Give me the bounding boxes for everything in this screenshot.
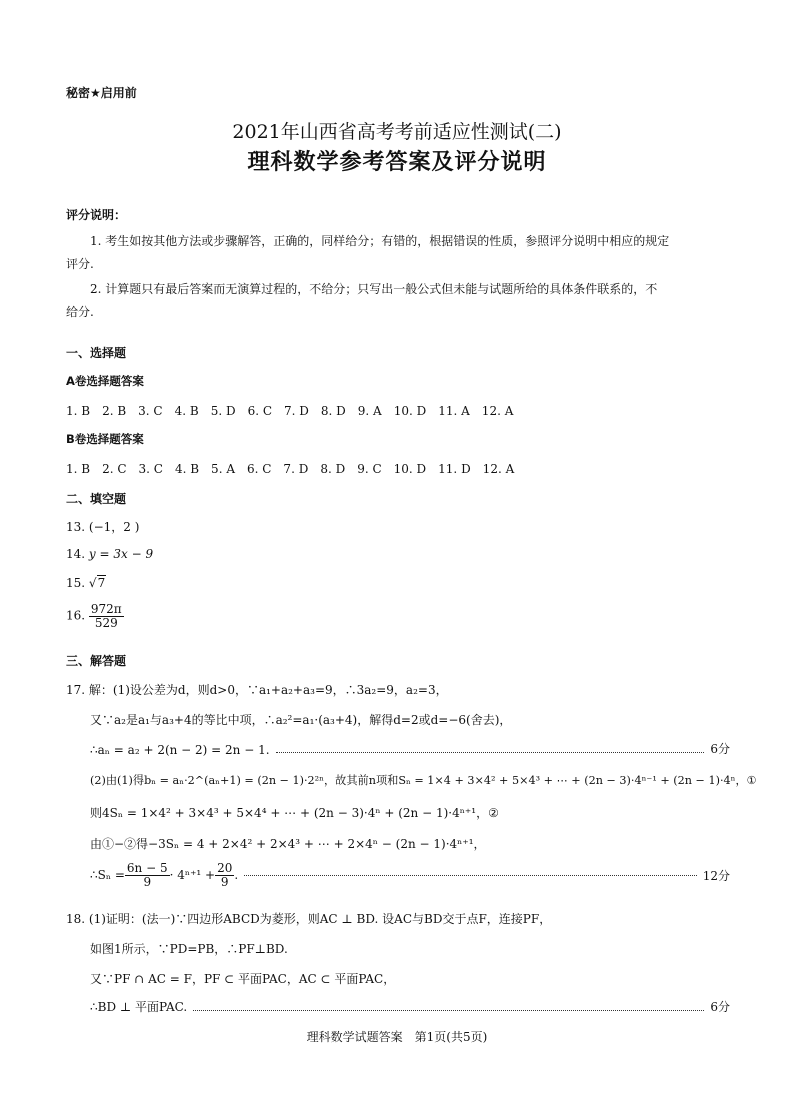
q17-line-7 [90,862,730,888]
q17-score-2: 12分 [702,868,730,883]
answer-15-sqrt: √7 [88,576,106,590]
q18-line-2: 如图1所示，∵PD=PB，∴PF⊥BD. [90,942,288,956]
q18-line-4-text: ∴BD ⊥ 平面PAC. [90,1000,188,1014]
answer-14 [66,547,153,561]
q17-line-2: 又∵a₂是a₁与a₃+4的等比中项，∴a₂²=a₁·(a₃+4)，解得d=2或d=−6(舍去)， [90,713,512,727]
paper-b-heading: B卷选择题答案 [66,432,144,446]
page-footer: 理科数学试题答案 第1页(共5页) [306,1030,488,1044]
q17-fraction-1-numerator: 6n − 5 [126,861,168,875]
grading-note-1: 1. 考生如按其他方法或步骤解答，正确的，同样给分；有错的，根据错误的性质，参照评分说明中相应的规定 [90,234,670,248]
answer-16-number: 16. [66,608,89,623]
grading-heading: 评分说明： [66,208,127,222]
q18-line-4 [90,998,730,1015]
q17-line-7-middle: · 4ⁿ⁺¹ + [169,868,216,883]
q17-line-7-end: . [234,868,239,883]
answer-15-radicand: 7 [97,576,106,590]
dotted-leader [276,752,705,753]
q18-line-3: 又∵PF ∩ AC = F，PF ⊂ 平面PAC，AC ⊂ 平面PAC， [90,972,396,986]
q17-line-7-prefix: ∴Sₙ = [90,868,125,883]
answer-13: 13. (−1，2 ) [66,520,140,534]
answer-15-number: 15. [66,576,89,590]
q17-score-1: 6分 [710,742,730,756]
q17-fraction-2-denominator: 9 [220,874,229,889]
paper-b-answers: 1. B 2. C 3. C 4. B 5. A 6. C 7. D 8. D 9. C 10. D 11. D 12. A [66,462,515,476]
q17-line-5: 则4Sₙ = 1×4² + 3×4³ + 5×4⁴ + ⋯ + (2n − 3)·4ⁿ + (2n − 1)·4ⁿ⁺¹，② [90,806,499,820]
q18-score-1: 6分 [710,1000,730,1014]
dotted-leader [244,875,697,876]
paper-a-heading: A卷选择题答案 [66,374,144,388]
q17-fraction-2 [215,862,234,888]
document-title: 理科数学参考答案及评分说明 [247,150,547,175]
section-choice-heading: 一、选择题 [66,346,127,360]
answer-15 [66,575,106,590]
answer-14-value: y = 3x − 9 [88,547,154,561]
answer-16 [66,603,124,629]
answer-16-numerator: 972π [90,602,122,616]
q17-line-1: 17. 解：(1)设公差为d，则d>0，∵a₁+a₂+a₃=9，∴3a₂=9，a₂=3， [66,683,448,697]
q17-fraction-2-numerator: 20 [217,861,233,875]
answer-16-fraction [89,603,124,629]
q17-line-4: (2)由(1)得bₙ = aₙ·2^(aₙ+1) = (2n − 1)·2²ⁿ，故其前n项和Sₙ = 1×4 + 3×4² + 5×4³ + ⋯ + (2n − 3)·4ⁿ⁻¹ + (2n − 1)·4ⁿ，① [90,774,757,787]
answer-16-denominator: 529 [94,615,118,630]
answer-14-number: 14. [66,547,89,561]
paper-a-answers: 1. B 2. B 3. C 4. B 5. D 6. C 7. D 8. D 9. A 10. D 11. A 12. A [66,404,514,418]
section-solution-heading: 三、解答题 [66,654,127,668]
grading-note-2-cont: 给分. [66,305,94,319]
q17-line-6: 由①−②得−3Sₙ = 4 + 2×4² + 2×4³ + ⋯ + 2×4ⁿ − (2n − 1)·4ⁿ⁺¹， [90,837,486,851]
q18-line-1: 18. (1)证明：(法一)∵四边形ABCD为菱形，则AC ⊥ BD. 设AC与BD交于点F，连接PF， [66,912,552,926]
q17-fraction-1 [125,862,170,888]
q17-fraction-1-denominator: 9 [143,874,152,889]
grading-note-1-cont: 评分. [66,257,94,271]
confidential-label: 秘密★启用前 [66,86,137,100]
grading-note-2: 2. 计算题只有最后答案而无演算过程的，不给分；只写出一般公式但未能与试题所给的具体条件联系的，不 [90,282,658,296]
q17-line-3-text: ∴aₙ = a₂ + 2(n − 2) = 2n − 1. [90,743,270,757]
q17-line-3 [90,740,730,757]
dotted-leader [193,1010,704,1011]
exam-title: 2021年山西省高考考前适应性测试(二) [232,121,562,143]
section-fill-heading: 二、填空题 [66,492,127,506]
